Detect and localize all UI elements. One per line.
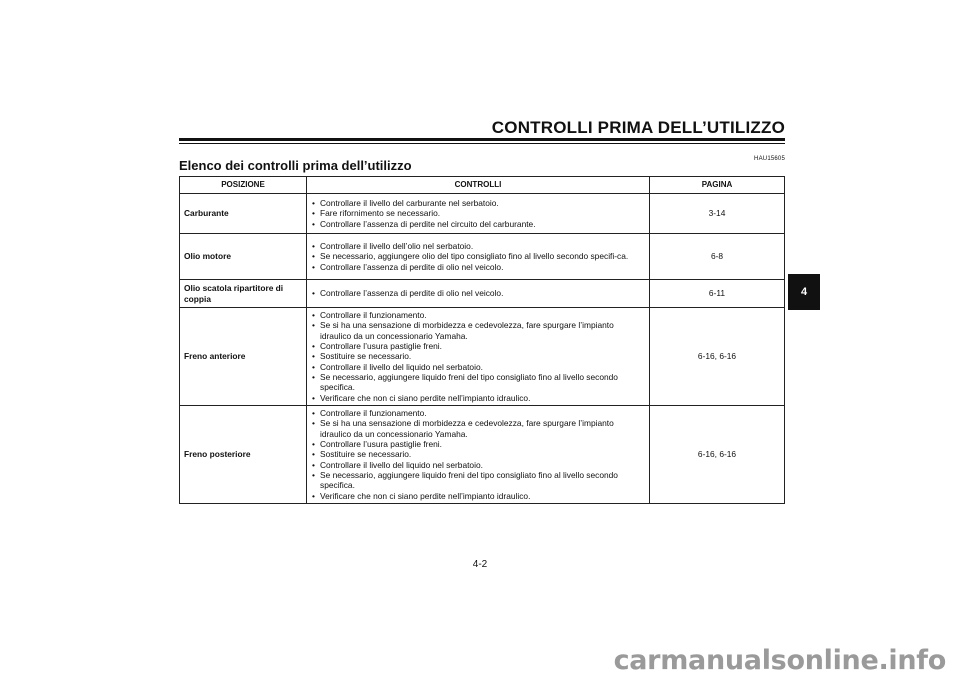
table-row [180,234,785,280]
check-item: • Controllare il funzionamento. [311,408,645,418]
check-item: • Se si ha una sensazione di morbidezza e cedevolezza, fare spurgare l’impianto idraulico da un concessionario Yamaha. [311,418,645,439]
check-item: • Se necessario, aggiungere liquido freni del tipo consigliato fino al livello secondo specifica. [311,470,645,491]
row-position: Olio scatola ripartitore di coppia [180,280,307,308]
row-position: Olio motore [180,234,307,280]
row-page: 6-16, 6-16 [650,308,785,406]
row-checks [307,406,650,504]
check-item: • Controllare il livello del liquido nel serbatoio. [311,362,645,372]
column-header-checks: CONTROLLI [307,177,650,194]
row-page: 6-16, 6-16 [650,406,785,504]
table-header-row [180,177,785,194]
row-position: Carburante [180,194,307,234]
check-item: • Controllare l’usura pastiglie freni. [311,439,645,449]
check-item: • Sostituire se necessario. [311,351,645,361]
header-rule-thin [179,143,785,144]
check-item: • Controllare l’assenza di perdite nel circuito del carburante. [311,219,645,229]
table-row [180,194,785,234]
table-row [180,406,785,504]
row-checks [307,234,650,280]
check-item: • Controllare il livello del carburante nel serbatoio. [311,198,645,208]
check-item: • Controllare l’assenza di perdite di olio nel veicolo. [311,288,645,298]
page-header-title: CONTROLLI PRIMA DELL’UTILIZZO [491,118,785,137]
row-position: Freno posteriore [180,406,307,504]
check-item: • Se necessario, aggiungere olio del tipo consigliato fino al livello secondo specifi-ca. [311,251,645,261]
chapter-tab: 4 [788,274,820,310]
check-item: • Verificare che non ci siano perdite nell’impianto idraulico. [311,491,645,501]
column-header-page: PAGINA [650,177,785,194]
row-checks [307,308,650,406]
check-item: • Controllare il livello del liquido nel serbatoio. [311,460,645,470]
page-number: 4-2 [472,559,488,570]
check-item: • Fare rifornimento se necessario. [311,208,645,218]
row-checks [307,280,650,308]
row-position: Freno anteriore [180,308,307,406]
table-row [180,280,785,308]
table-row [180,308,785,406]
check-item: • Se si ha una sensazione di morbidezza e cedevolezza, fare spurgare l’impianto idraulico da un concessionario Yamaha. [311,320,645,341]
check-item: • Controllare l’usura pastiglie freni. [311,341,645,351]
header-rule [179,138,785,141]
section-title: Elenco dei controlli prima dell’utilizzo [179,158,412,173]
check-item: • Controllare l’assenza di perdite di olio nel veicolo. [311,262,645,272]
check-item: • Controllare il livello dell’olio nel serbatoio. [311,241,645,251]
row-checks [307,194,650,234]
check-item: • Verificare che non ci siano perdite nell’impianto idraulico. [311,393,645,403]
section-code: HAU15605 [754,156,785,162]
row-page: 6-11 [650,280,785,308]
row-page: 6-8 [650,234,785,280]
row-page: 3-14 [650,194,785,234]
check-item: • Controllare il funzionamento. [311,310,645,320]
checklist-table [179,176,785,504]
watermark: carmanualsonline.info [613,645,946,676]
column-header-position: POSIZIONE [180,177,307,194]
check-item: • Sostituire se necessario. [311,449,645,459]
check-item: • Se necessario, aggiungere liquido freni del tipo consigliato fino al livello secondo specifica. [311,372,645,393]
